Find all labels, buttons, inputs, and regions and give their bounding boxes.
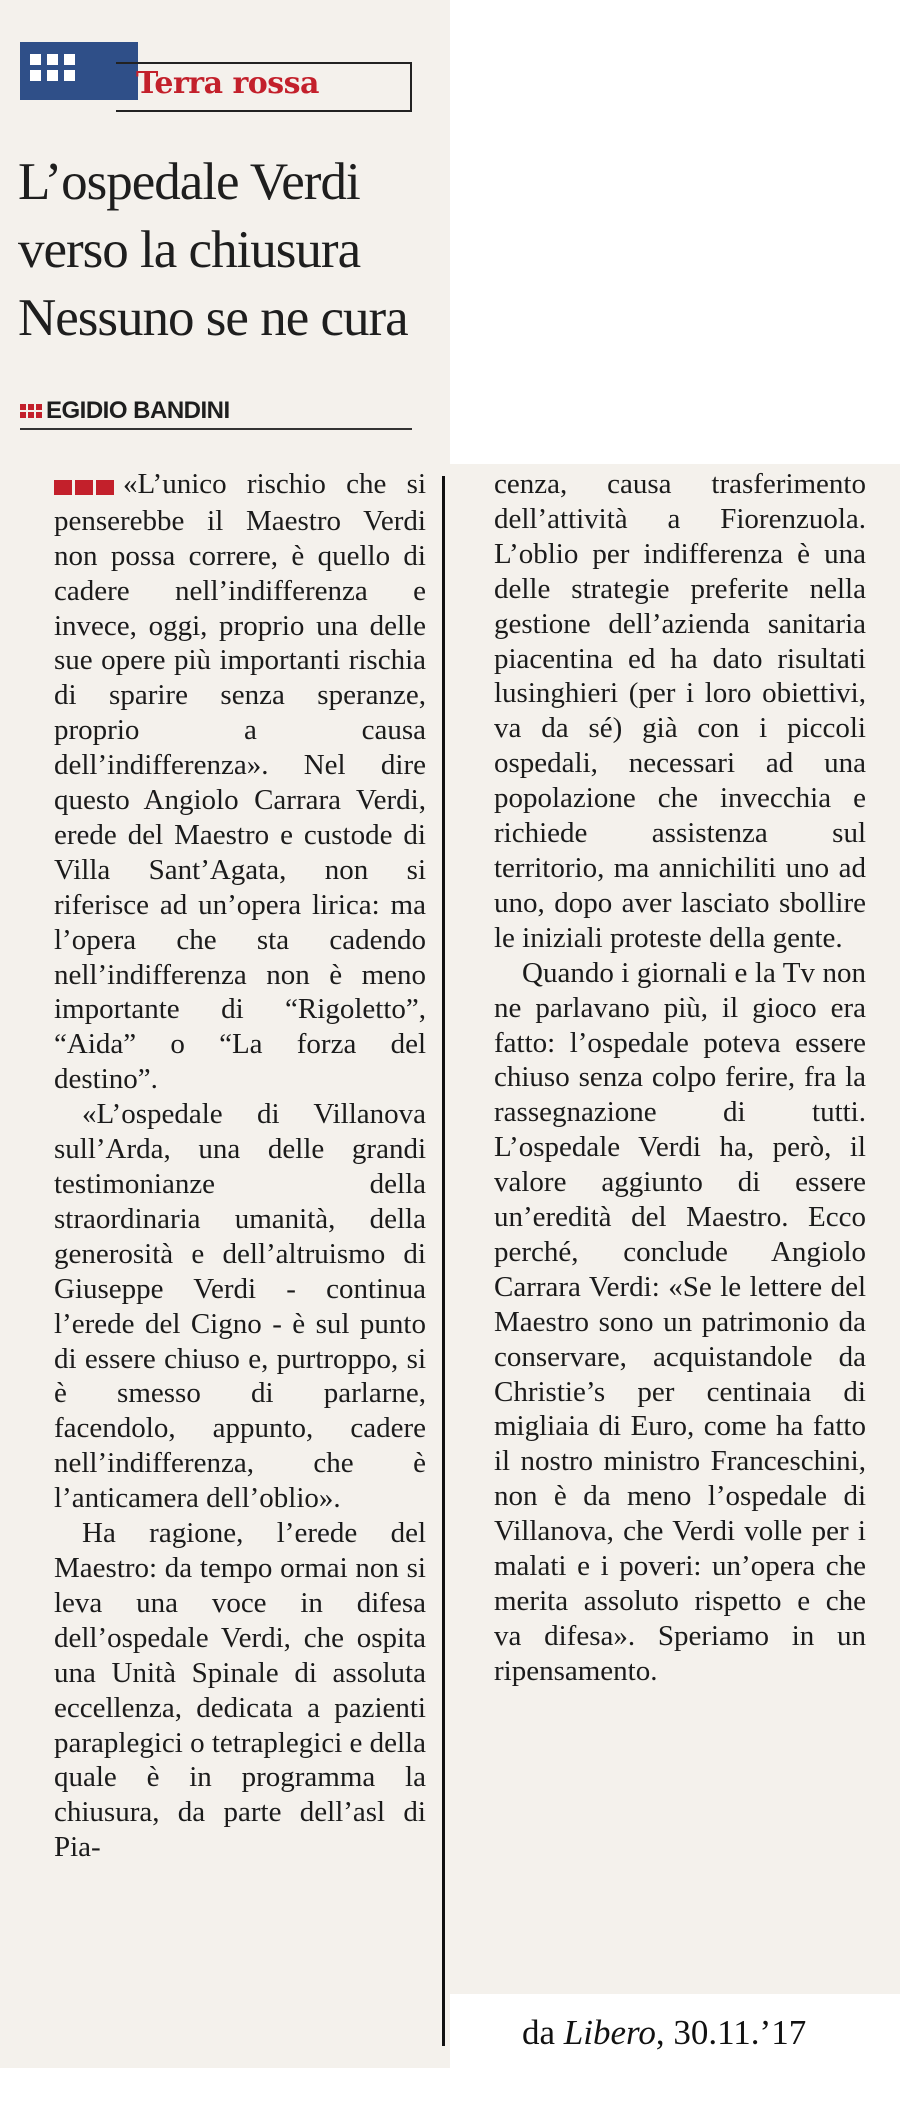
article-paragraph — [54, 467, 426, 1097]
article-column-2 — [494, 467, 866, 1689]
byline — [20, 393, 230, 429]
rubric-label: Terra rossa — [136, 66, 319, 101]
lead-mark-icon — [54, 469, 117, 504]
headline-line: verso la chiusura — [18, 221, 361, 279]
source-credit — [522, 2013, 806, 2053]
article-paragraph: Ha ragione, l’erede del Maestro: da tempo ormai non si leva una voce in difesa dell’ospedale Verdi, che ospita una Unità Spinale di assoluta eccellenza, dedicata a pazienti paraplegici o tetraplegici e della quale è in programma la chiusura, da parte dell’asl di Pia- — [54, 1517, 426, 1864]
article-column-1 — [54, 467, 426, 1865]
author-name: EGIDIO BANDINI — [46, 397, 230, 424]
headline — [18, 148, 438, 352]
credit-prefix: da — [522, 2013, 556, 2052]
credit-date: , 30.11.’17 — [655, 2013, 807, 2052]
byline-mark-icon — [20, 404, 42, 418]
article-paragraph: cenza, causa trasferimento dell’attività a Fiorenzuola. L’oblio per indifferenza è una delle strategie preferite nella gestione dell’azienda sanitaria piacentina ed ha dato risultati lusinghieri (per i loro obiettivi, va da sé) già con i piccoli ospedali, necessari ad una popolazione che invecchia e richiede assistenza sul territorio, ma annichiliti uno ad uno, dopo aver lasciato sbollire le iniziali proteste della gente. — [494, 468, 866, 954]
grid-icon — [30, 54, 80, 88]
headline-line: L’ospedale Verdi — [18, 153, 360, 211]
credit-source: Libero — [563, 2013, 656, 2052]
column-divider — [442, 476, 445, 2046]
byline-divider — [20, 428, 412, 430]
headline-line: Nessuno se ne cura — [18, 289, 408, 347]
article-paragraph: Quando i giornali e la Tv non ne parlavano più, il gioco era fatto: l’ospedale poteva essere chiuso senza colpo ferire, fra la rassegnazione di tutti. L’ospedale Verdi ha, però, il valore aggiunto di essere un’eredità del Maestro. Ecco perché, conclude Angiolo Carrara Verdi: «Se le lettere del Maestro sono un patrimonio da conservare, acquistandole da Christie’s per centinaia di migliaia di Euro, come ha fatto il nostro ministro Franceschini, non è da meno l’ospedale di Villanova, che Verdi volle per i malati e i poveri: un’opera che merita assoluto rispetto e che va difesa». Speriamo in un ripensamento. — [494, 956, 866, 1687]
paragraph-text: «L’unico rischio che si penserebbe il Maestro Verdi non possa correre, è quello di cadere nell’indifferenza e invece, oggi, proprio una delle sue opere più importanti rischia di sparire senza speranze, proprio a causa dell’indifferenza». Nel dire questo Angiolo Carrara Verdi, erede del Maestro e custode di Villa Sant’Agata, non si riferisce ad un’opera lirica: ma l’opera che sta cadendo nell’indifferenza non è meno importante di “Rigoletto”, “Aida” o “La forza del destino”. — [54, 468, 426, 1096]
article-paragraph: «L’ospedale di Villanova sull’Arda, una delle grandi testimonianze della straordinaria umanità, della generosità e dell’altruismo di Giuseppe Verdi - continua l’erede del Cigno - è sul punto di essere chiuso e, purtroppo, si è smesso di parlarne, facendolo, appunto, cadere nell’indifferenza, che è l’anticamera dell’oblio». — [54, 1098, 426, 1515]
